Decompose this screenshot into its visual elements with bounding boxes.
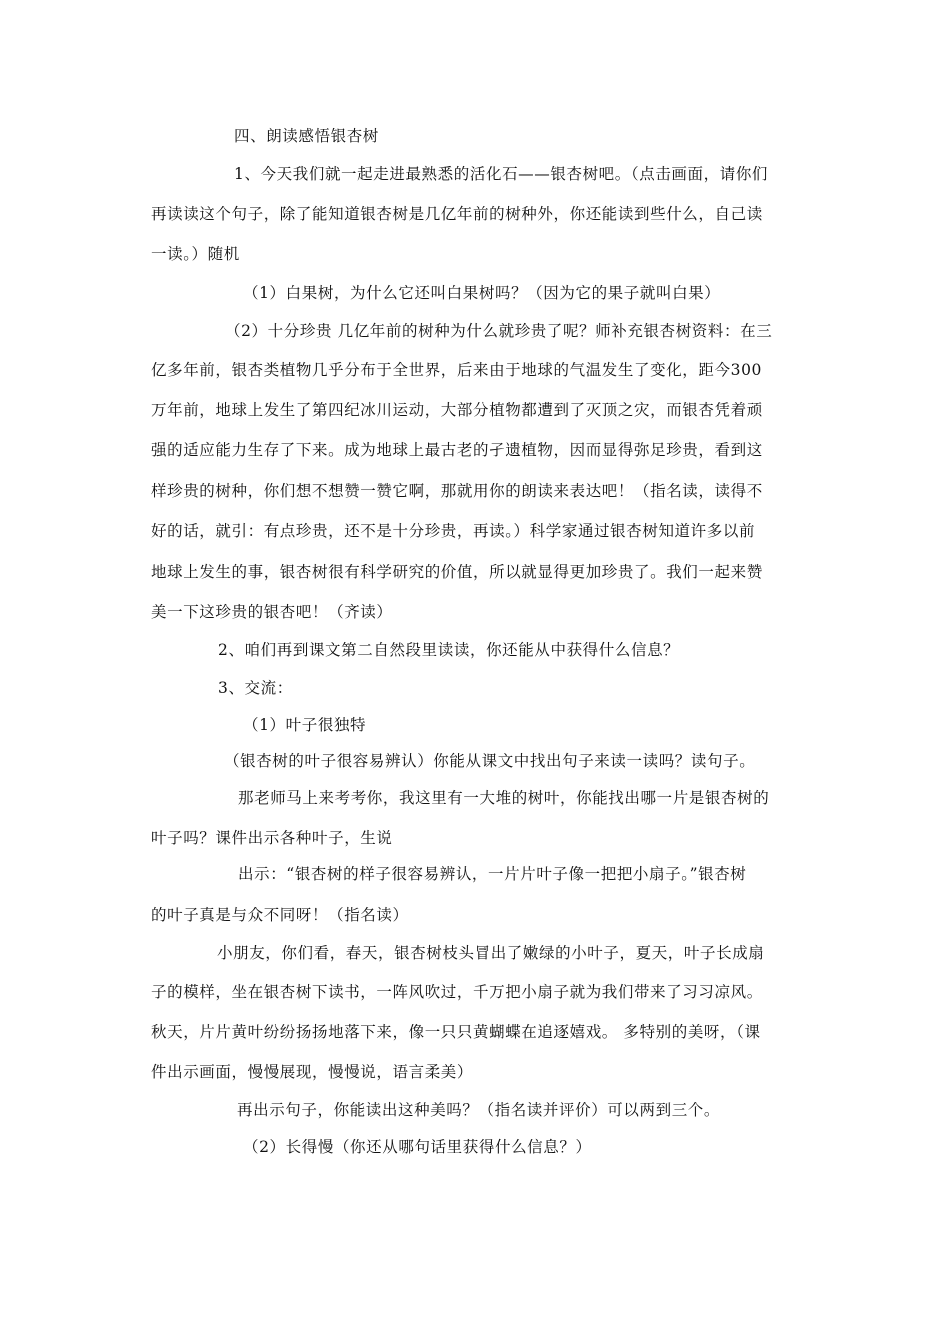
paragraph-line: （银杏树的叶子很容易辨认）你能从课文中找出句子来读一读吗？读句子。 <box>224 752 756 770</box>
paragraph-line: 3、交流： <box>218 679 293 697</box>
paragraph-line: 好的话，就引：有点珍贵，还不是十分珍贵，再读。）科学家通过银杏树知道许多以前 <box>151 522 756 540</box>
paragraph-line: （2）十分珍贵 几亿年前的树种为什么就珍贵了呢？师补充银杏树资料：在三 <box>225 322 773 340</box>
paragraph-line: 那老师马上来考考你，我这里有一大堆的树叶，你能找出哪一片是银杏树的 <box>238 789 770 807</box>
paragraph-line: 一读。）随机 <box>151 245 240 263</box>
section-heading: 四、朗读感悟银杏树 <box>234 127 379 145</box>
paragraph-line: 样珍贵的树种，你们想不想赞一赞它啊，那就用你的朗读来表达吧！（指名读，读得不 <box>151 482 763 500</box>
paragraph-line: 强的适应能力生存了下来。成为地球上最古老的孑遗植物，因而显得弥足珍贵，看到这 <box>151 441 763 459</box>
paragraph-line: 秋天，片片黄叶纷纷扬扬地落下来，像一只只黄蝴蝶在追逐嬉戏。 多特别的美呀，（课 <box>151 1023 761 1041</box>
paragraph-line: 件出示画面，慢慢展现，慢慢说，语言柔美） <box>151 1063 474 1081</box>
paragraph-line: 再出示句子，你能读出这种美吗？（指名读并评价）可以两到三个。 <box>237 1101 721 1119</box>
paragraph-line: （2）长得慢（你还从哪句话里获得什么信息？） <box>243 1138 592 1156</box>
paragraph-line: 出示：“银杏树的样子很容易辨认，一片片叶子像一把把小扇子。”银杏树 <box>238 865 747 883</box>
paragraph-line: 小朋友，你们看，春天，银杏树枝头冒出了嫩绿的小叶子，夏天，叶子长成扇 <box>217 944 765 962</box>
paragraph-line: （1）白果树，为什么它还叫白果树吗？（因为它的果子就叫白果） <box>243 284 721 302</box>
paragraph-line: 叶子吗？课件出示各种叶子，生说 <box>151 829 393 847</box>
paragraph-line: 子的模样，坐在银杏树下读书，一阵风吹过，千万把小扇子就为我们带来了习习凉风。 <box>151 983 763 1001</box>
paragraph-line: 的叶子真是与众不同呀！（指名读） <box>151 906 409 924</box>
paragraph-line: 万年前，地球上发生了第四纪冰川运动，大部分植物都遭到了灭顶之灾，而银杏凭着顽 <box>151 401 763 419</box>
paragraph-line: 再读读这个句子，除了能知道银杏树是几亿年前的树种外，你还能读到些什么，自己读 <box>151 205 763 223</box>
paragraph-line: 美一下这珍贵的银杏吧！（齐读） <box>151 603 393 621</box>
paragraph-line: 2、咱们再到课文第二自然段里读读，你还能从中获得什么信息？ <box>218 641 680 659</box>
paragraph-line: 1、今天我们就一起走进最熟悉的活化石——银杏树吧。（点击画面，请你们 <box>234 165 769 183</box>
paragraph-line: 地球上发生的事，银杏树很有科学研究的价值，所以就显得更加珍贵了。我们一起来赞 <box>151 563 763 581</box>
paragraph-line: 亿多年前，银杏类植物几乎分布于全世界，后来由于地球的气温发生了变化，距今300 <box>151 361 762 379</box>
paragraph-line: （1）叶子很独特 <box>243 716 367 734</box>
